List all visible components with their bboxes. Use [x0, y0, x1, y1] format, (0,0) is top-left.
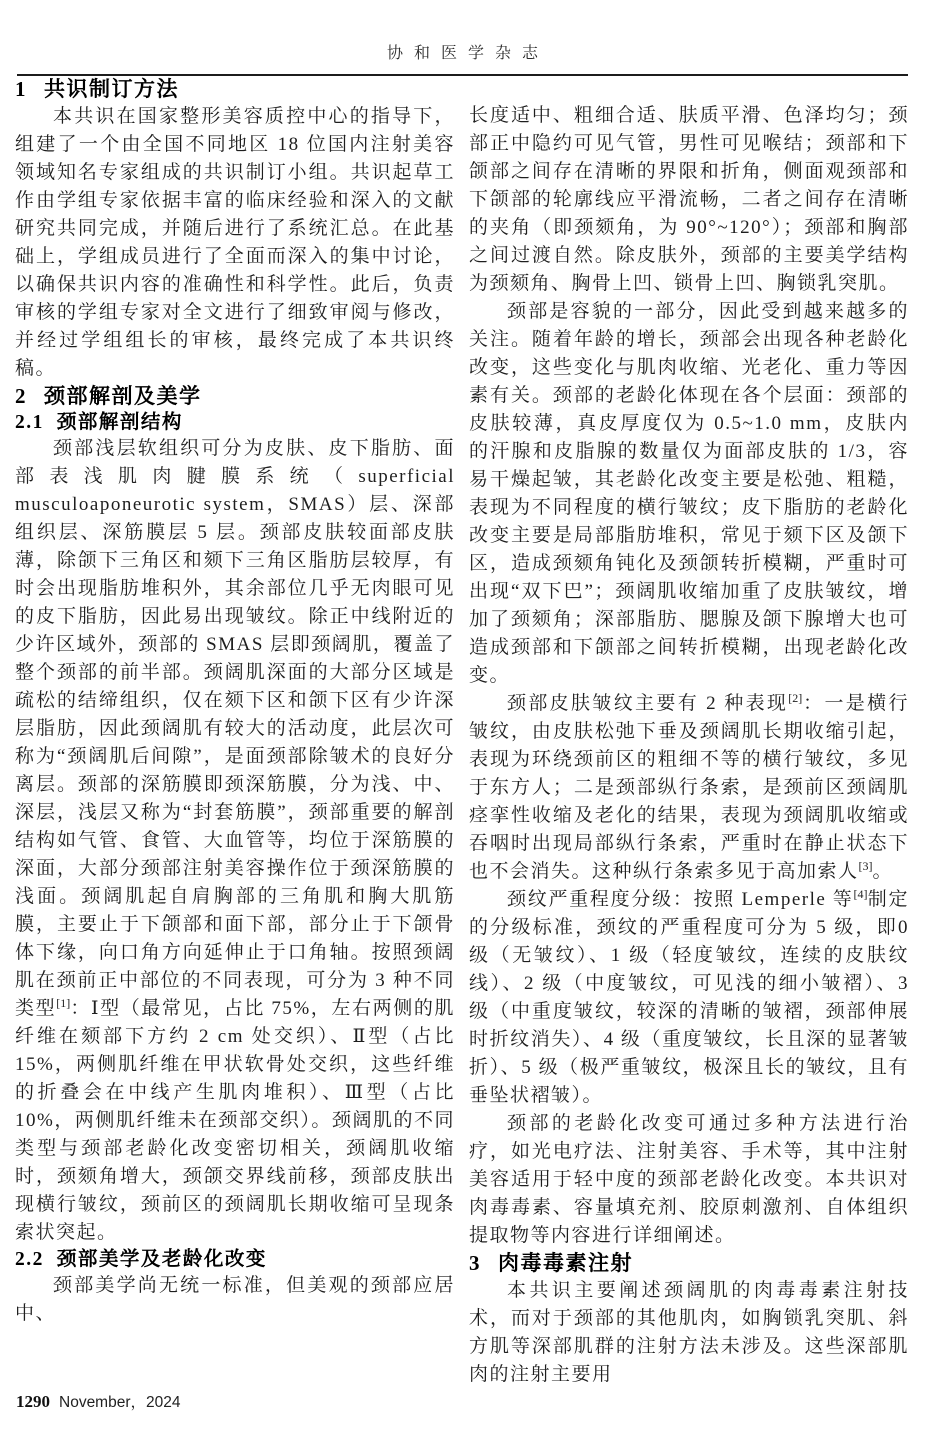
- paragraph-anatomy: 颈部浅层软组织可分为皮肤、皮下脂肪、面部表浅肌肉腱膜系统（superficial musculoaponeurotic system，SMAS）层、深部组织层、深筋膜层 5 层。颈部皮肤较面部皮肤薄，除颌下三角区和颏下三角区脂肪层较厚，有时会出现脂肪堆积外，其余部位几乎无肉眼可见的皮下脂肪，因此易出现皱纹。除正中线附近的少许区域外，颈部的 SMAS 层即颈阔肌，覆盖了整个颈部的前半部。颈阔肌深面的大部分区域是疏松的结缔组织，仅在颏下区和颌下区有少许深层脂肪，因此颈阔肌有较大的活动度，此层次可称为“颈阔肌后间隙”，是面颈部除皱术的良好分离层。颈部的深筋膜即颈深筋膜，分为浅、中、深层，浅层又称为“封套筋膜”，颈部重要的解剖结构如气管、食管、大血管等，均位于深筋膜的深面，大部分颈部注射美容操作位于颈深筋膜的浅面。颈阔肌起自肩胸部的三角肌和胸大肌筋膜，主要止于下颌部和面下部，部分止于下颌骨体下缘，向口角方向延伸止于口角轴。按照颈阔肌在颈前正中部位的不同表现，可分为 3 种不同类型[1]：Ⅰ型（最常见，占比 75%，左右两侧的肌纤维在颏部下方约 2 cm 处交织）、Ⅱ型（占比15%，两侧肌纤维在甲状软骨处交织，这些纤维的折叠会在中线产生肌肉堆积）、Ⅲ型（占比 10%，两侧肌纤维未在颈部交织）。颈阔肌的不同类型与颈部老龄化改变密切相关，颈阔肌收缩时，颈颏角增大，颈颌交界线前移，颈部皮肤出现横行皱纹，颈前区的颈阔肌长期收缩可呈现条索状突起。: [15, 438, 455, 1243]
- paragraph-methods: 本共识在国家整形美容质控中心的指导下，组建了一个由全国不同地区 18 位国内注射美容领域知名专家组成的共识制订小组。共识起草工作由学组专家依据丰富的临床经验和深入的文献研究共同完成，并随后进行了系统汇总。在此基础上，学组成员进行了全面而深入的集中讨论，以确保共识内容的准确性和科学性。此后，负责审核的学组专家对全文进行了细致审阅与修改，并经过学组组长的审核，最终完成了本共识终稿。: [15, 106, 455, 379]
- article-body: [0, 76, 925, 1389]
- page-footer: [16, 1390, 180, 1412]
- subsection-2-1-number: 2.1: [15, 412, 44, 433]
- paragraph-wrinkle-grading: 颈纹严重程度分级：按照 Lemperle 等[4]制定的分级标准，颈纹的严重程度可分为 5 级，即0 级（无皱纹）、1 级（轻度皱纹，连续的皮肤纹线）、2 级（中度皱纹，可见浅的细小皱褶）、3 级（中重度皱纹，较深的清晰的皱褶，颈部伸展时折纹消失）、4 级（重度皱纹，长且深的显著皱折）、5 级（极严重皱纹，极深且长的皱纹，且有垂坠状褶皱）。: [469, 887, 909, 1106]
- left-column: [15, 76, 455, 1389]
- paragraph-treatments: 颈部的老龄化改变可通过多种方法进行治疗，如光电疗法、注射美容、手术等，其中注射美容适用于轻中度的颈部老龄化改变。本共识对肉毒毒素、容量填充剂、胶原刺激剂、自体组织提取物等内容进行详细阐述。: [469, 1113, 909, 1246]
- section-1-title: 共识制订方法: [44, 78, 179, 101]
- subsection-2-2-heading: [15, 1247, 455, 1272]
- page-header: [0, 0, 925, 76]
- subsection-2-1-title: 颈部解剖结构: [56, 411, 183, 433]
- paragraph-aesthetics-continued: 长度适中、粗细合适、肤质平滑、色泽均匀；颈部正中隐约可见气管，男性可见喉结；颈部和下颌部之间存在清晰的界限和折角，侧面观颈部和下颌部的轮廓线应平滑流畅，二者之间存在清晰的夹角（即颈颏角，为 90°~120°）；颈部和胸部之间过渡自然。除皮肤外，颈部的主要美学结构为颈颏角、胸骨上凹、锁骨上凹、胸锁乳突肌。: [469, 105, 909, 294]
- issue-date: November，2024: [59, 1394, 181, 1411]
- paragraph-botulinum: 本共识主要阐述颈阔肌的肉毒毒素注射技术，而对于颈部的其他肌肉，如胸锁乳突肌、斜方肌等深部肌群的注射方法未涉及。这些深部肌肉的注射主要用: [469, 1280, 909, 1385]
- section-1-heading: [15, 76, 455, 103]
- section-2-number: 2: [15, 384, 27, 408]
- page-number: 1290: [16, 1392, 50, 1411]
- section-3-heading: [469, 1250, 909, 1277]
- subsection-2-2-title: 颈部美学及老龄化改变: [56, 1248, 267, 1270]
- section-1-number: 1: [15, 77, 27, 101]
- section-2-heading: [15, 383, 455, 410]
- section-3-title: 肉毒毒素注射: [498, 1252, 633, 1275]
- paragraph-aging: 颈部是容貌的一部分，因此受到越来越多的关注。随着年龄的增长，颈部会出现各种老龄化改变，这些变化与肌肉收缩、光老化、重力等因素有关。颈部的老龄化体现在各个层面：颈部的皮肤较薄，真皮厚度仅为 0.5~1.0 mm，皮肤内的汗腺和皮脂腺的数量仅为面部皮肤的 1/3，容易干燥起皱，其老龄化改变主要是松弛、粗糙，表现为不同程度的横行皱纹；皮下脂肪的老龄化改变主要是局部脂肪堆积，常见于颏下区及颌下区，造成颈颏角钝化及颈颌转折模糊，严重时可出现“双下巴”；颈阔肌收缩加重了皮肤皱纹，增加了颈颏角；深部脂肪、腮腺及颌下腺增大也可造成颈部和下颌部之间转折模糊，出现老龄化改变。: [469, 301, 909, 686]
- journal-title: 协和医学杂志: [386, 45, 549, 62]
- paragraph-aesthetics-start: 颈部美学尚无统一标准，但美观的颈部应居中、: [15, 1275, 455, 1324]
- section-3-number: 3: [469, 1251, 481, 1275]
- subsection-2-1-heading: [15, 410, 455, 435]
- paragraph-wrinkle-types: 颈部皮肤皱纹主要有 2 种表现[2]：一是横行皱纹，由皮肤松弛下垂及颈阔肌长期收缩引起，表现为环绕颈前区的粗细不等的横行皱纹，多见于东方人；二是颈部纵行条索，是颈前区颈阔肌痉挛性收缩及老化的结果，表现为颈阔肌收缩或吞咽时出现局部纵行条索，严重时在静止状态下也不会消失。这种纵行条索多见于高加索人[3]。: [469, 691, 909, 882]
- subsection-2-2-number: 2.2: [15, 1249, 44, 1270]
- right-column: [469, 76, 909, 1389]
- section-2-title: 颈部解剖及美学: [44, 385, 202, 408]
